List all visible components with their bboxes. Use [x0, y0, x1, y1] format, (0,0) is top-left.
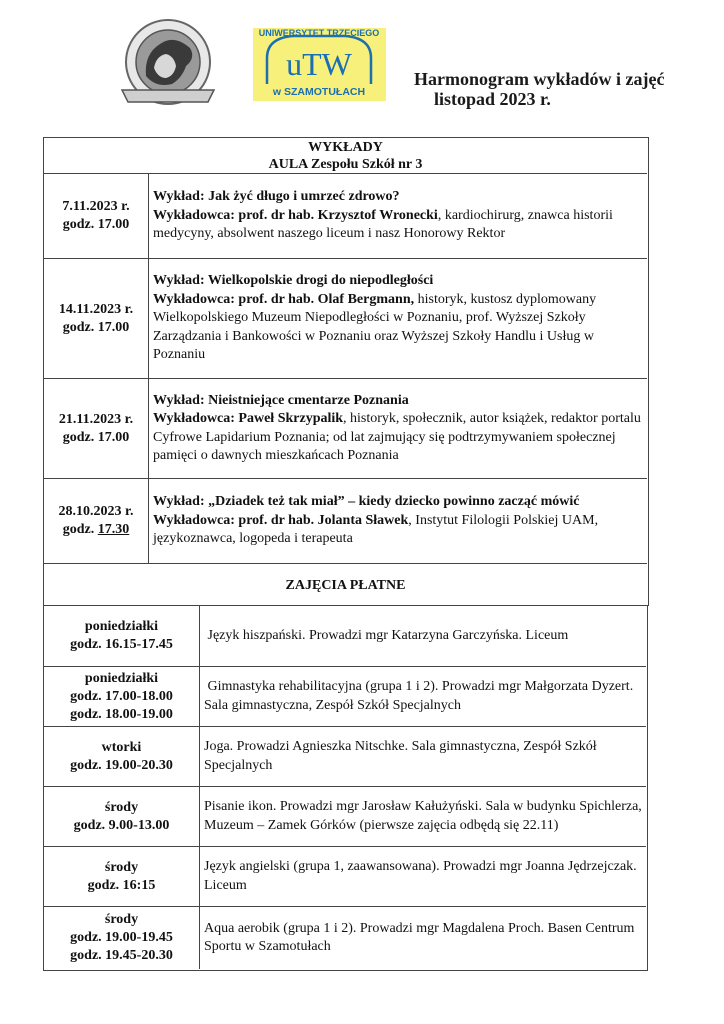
- lectures-table: [43, 137, 649, 606]
- school-logo: [116, 18, 220, 118]
- svg-text:uTW: uTW: [286, 46, 352, 82]
- lecture-details-cell: [148, 259, 647, 378]
- lecture-time: 17.00: [97, 429, 130, 445]
- lecture-title: Wykład: Nieistniejące cmentarze Poznania: [153, 392, 409, 408]
- page-title: [414, 69, 664, 109]
- paid-classes-table: [43, 605, 648, 971]
- class-day: środy: [104, 799, 139, 815]
- class-time: godz. 17.00-18.00: [70, 688, 173, 704]
- class-row: [44, 786, 646, 846]
- class-description: Gimnastyka rehabilitacyjna (grupa 1 i 2). Prowadzi mgr Małgorzata Dyzert. Sala gimnastyczna, Zespół Szkół Specjalnych: [199, 667, 646, 726]
- lecture-time: 17.30: [97, 522, 130, 537]
- lecture-row: [44, 378, 647, 478]
- lecture-row: [44, 173, 647, 258]
- lectures-location: AULA Zespołu Szkół nr 3: [268, 156, 423, 172]
- lecture-title: Wykład: „Dziadek też tak miał” – kiedy dziecko powinno zacząć mówić: [153, 494, 580, 510]
- class-day: poniedziałki: [84, 670, 159, 686]
- class-time: godz. 16.15-17.45: [70, 637, 173, 652]
- lecture-date: 28.10.2023 r.: [58, 504, 134, 519]
- lecture-time: 17.00: [97, 217, 130, 232]
- paid-classes-header: [44, 563, 647, 607]
- lecture-date: 21.11.2023 r.: [58, 411, 134, 427]
- lecture-title: Wykład: Wielkopolskie drogi do niepodległości: [153, 273, 434, 289]
- title-line-2: listopad 2023 r.: [434, 89, 551, 109]
- svg-text:UNIWERSYTET TRZECIEGO: UNIWERSYTET TRZECIEGO: [258, 28, 380, 38]
- lecture-row: [44, 478, 647, 563]
- time-prefix: godz.: [62, 522, 98, 537]
- lecture-details-cell: [148, 174, 647, 258]
- class-row: [44, 726, 646, 786]
- lecturer-description: historyk, kustosz dyplomowany Wielkopolskiego Muzeum Niepodległości w Poznaniu, prof. Wyższej Szkoły Zarządzania i Bankowości w Poznaniu oraz Wyższej Szkoły Handlu i Usług w Poznaniu: [153, 291, 597, 363]
- time-prefix: godz.: [62, 429, 98, 445]
- class-schedule-cell: [44, 847, 199, 906]
- lectures-heading: WYKŁADY: [308, 139, 383, 155]
- paid-classes-heading: ZAJĘCIA PŁATNE: [285, 578, 406, 593]
- class-schedule-cell: [44, 727, 199, 786]
- class-schedule-cell: [44, 606, 199, 666]
- lecture-date-cell: [44, 379, 148, 478]
- lecture-row: [44, 258, 647, 378]
- class-time: godz. 19.45-20.30: [70, 948, 173, 963]
- class-row: [44, 906, 646, 969]
- class-description: Język angielski (grupa 1, zaawansowana). Prowadzi mgr Joanna Jędrzejczak. Liceum: [199, 847, 646, 906]
- lecture-details-cell: [148, 379, 647, 478]
- time-prefix: godz.: [62, 217, 98, 232]
- class-day: wtorki: [101, 739, 142, 755]
- lecture-date-cell: [44, 479, 148, 563]
- lecturer-name: Wykładowca: prof. dr hab. Olaf Bergmann,: [153, 291, 415, 307]
- class-row: [44, 666, 646, 726]
- lecturer-name: Wykładowca: prof. dr hab. Krzysztof Wronecki: [153, 207, 438, 223]
- lecturer-description: , historyk, społecznik, autor książek, redaktor portalu Cyfrowe Lapidarium Poznania; od lat zajmujący się podtrzymywaniem społecznej pamięci o dawnych mieszkańcach Poznania: [153, 411, 641, 463]
- class-time: godz. 19.00-19.45: [70, 930, 173, 945]
- lecture-date-cell: [44, 259, 148, 378]
- lecture-date-cell: [44, 174, 148, 258]
- class-time: godz. 9.00-13.00: [73, 817, 170, 833]
- class-day: poniedziałki: [84, 619, 159, 634]
- lecture-date: 14.11.2023 r.: [58, 301, 134, 317]
- time-prefix: godz.: [62, 319, 98, 335]
- lecturer-name: Wykładowca: prof. dr hab. Jolanta Sławek: [153, 512, 409, 528]
- lecture-date: 7.11.2023 r.: [62, 199, 130, 214]
- class-time: godz. 19.00-20.30: [70, 757, 173, 773]
- class-schedule-cell: [44, 907, 199, 969]
- class-description: Język hiszpański. Prowadzi mgr Katarzyna Garczyńska. Liceum: [199, 606, 646, 666]
- class-description: Pisanie ikon. Prowadzi mgr Jarosław Kałużyński. Sala w budynku Spichlerza, Muzeum – Zamek Górków (pierwsze zajęcia odbędą się 22.11): [199, 787, 646, 846]
- class-row: [44, 606, 646, 666]
- class-description: Joga. Prowadzi Agnieszka Nitschke. Sala gimnastyczna, Zespół Szkół Specjalnych: [199, 727, 646, 786]
- class-time: godz. 18.00-19.00: [70, 706, 173, 722]
- class-schedule-cell: [44, 667, 199, 726]
- lecturer-description: , Instytut Filologii Polskiej UAM, językoznawca, logopeda i terapeuta: [153, 512, 599, 547]
- class-day: środy: [104, 912, 139, 927]
- class-schedule-cell: [44, 787, 199, 846]
- class-row: [44, 846, 646, 906]
- class-description: Aqua aerobik (grupa 1 i 2). Prowadzi mgr Magdalena Proch. Basen Centrum Sportu w Szamotułach: [199, 907, 646, 969]
- lecturer-name: Wykładowca: Paweł Skrzypalik: [153, 411, 344, 426]
- lecturer-description: , kardiochirurg, znawca historii medycyny, absolwent naszego liceum i nasz Honorowy Rektor: [153, 207, 613, 242]
- utw-logo: [253, 28, 386, 101]
- lecture-title: Wykład: Jak żyć długo i umrzeć zdrowo?: [153, 189, 400, 205]
- class-day: środy: [104, 859, 139, 875]
- title-line-1: Harmonogram wykładów i zajęć: [414, 69, 665, 89]
- lecture-time: 17.00: [97, 319, 130, 335]
- lecture-details-cell: [148, 479, 647, 563]
- lectures-header: [44, 138, 647, 173]
- svg-text:w SZAMOTUŁACH: w SZAMOTUŁACH: [272, 86, 366, 98]
- class-time: godz. 16:15: [87, 877, 156, 893]
